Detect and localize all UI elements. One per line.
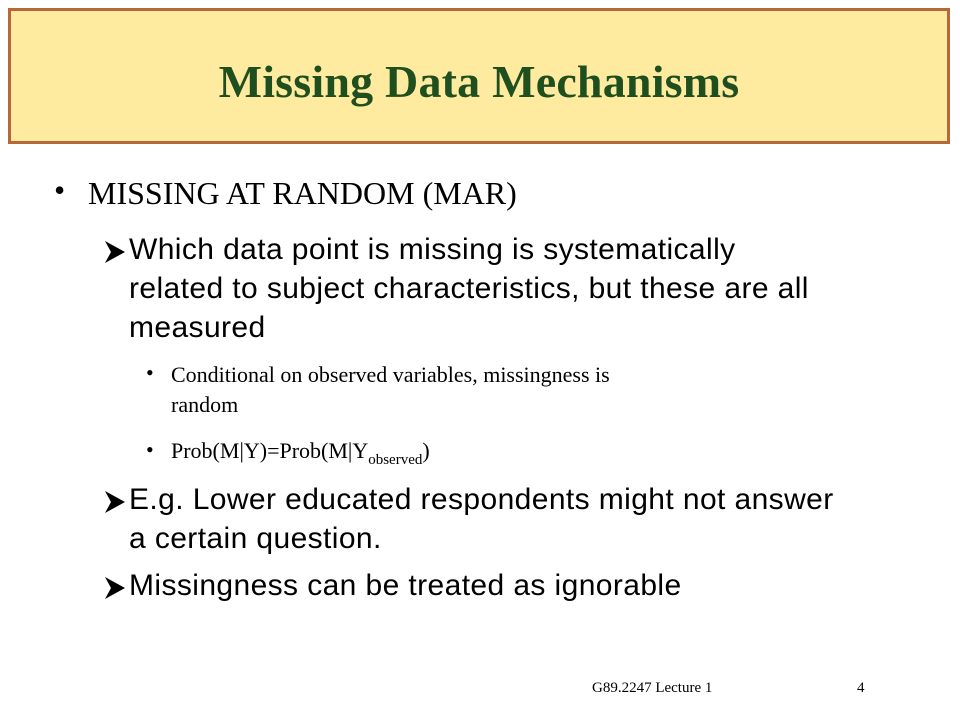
point1-line3: measured bbox=[129, 311, 266, 344]
point2-line2: a certain question. bbox=[129, 522, 382, 555]
slide-title: Missing Data Mechanisms bbox=[218, 55, 740, 107]
point2-line1: E.g. Lower educated respondents might not answer bbox=[129, 483, 834, 516]
point1-line2: related to subject characteristics, but these are all bbox=[129, 272, 809, 305]
point1-line1: Which data point is missing is systematically bbox=[129, 233, 736, 266]
sub2-formula bbox=[171, 438, 430, 469]
arrowhead-bullet-icon bbox=[104, 576, 126, 600]
formula-main: Prob(M|Y)=Prob(M|Y bbox=[171, 438, 369, 463]
formula-tail: ) bbox=[422, 438, 430, 463]
arrowhead-bullet-icon bbox=[104, 240, 126, 264]
point3-line1: Missingness can be treated as ignorable bbox=[129, 569, 682, 602]
footer-page-number: 4 bbox=[857, 680, 865, 696]
sub1-line1: Conditional on observed variables, missingness is bbox=[171, 362, 610, 387]
footer-course: G89.2247 Lecture 1 bbox=[592, 680, 713, 696]
sub1-line2: random bbox=[171, 392, 239, 417]
sub-bullet-dot-icon: • bbox=[146, 360, 154, 385]
arrowhead-bullet-icon bbox=[104, 490, 126, 514]
sub-bullet-dot-icon: • bbox=[146, 437, 154, 462]
bullet-mar: MISSING AT RANDOM (MAR) bbox=[88, 175, 517, 211]
bullet-dot-icon: • bbox=[54, 172, 66, 208]
formula-subscript: observed bbox=[368, 452, 423, 468]
